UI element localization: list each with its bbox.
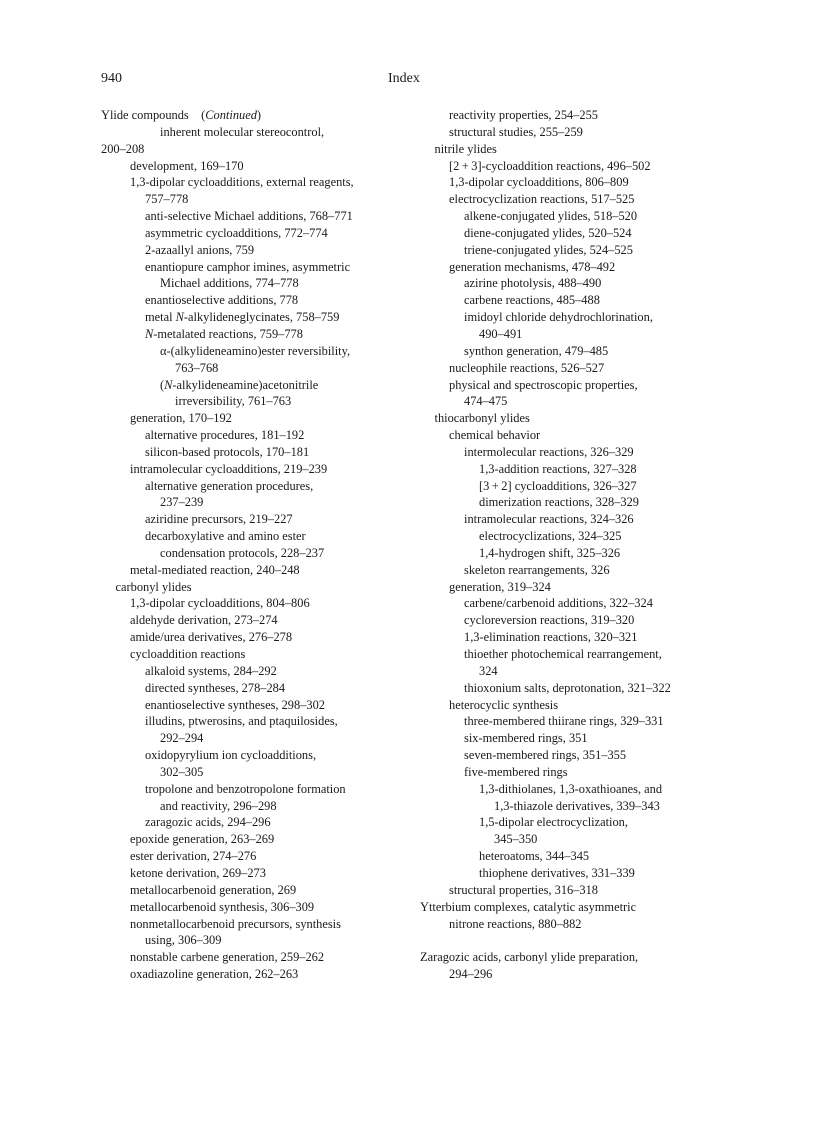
- index-entry: physical and spectroscopic properties,: [449, 377, 638, 392]
- index-entry: structural studies, 255–259: [449, 124, 583, 139]
- index-entry: synthon generation, 479–485: [464, 343, 609, 358]
- index-entry: 1,3-dithiolanes, 1,3-oxathioanes, and: [479, 781, 663, 796]
- index-entry: ester derivation, 274–276: [130, 849, 257, 864]
- index-entry: Michael additions, 774–778: [160, 276, 299, 291]
- index-entry: 1,3-addition reactions, 327–328: [479, 461, 637, 476]
- index-entry: N-metalated reactions, 759–778: [145, 326, 303, 341]
- index-entry: diene-conjugated ylides, 520–524: [464, 225, 632, 240]
- index-entry: carbene/carbenoid additions, 322–324: [464, 596, 653, 611]
- index-entry: (N-alkylideneamine)acetonitrile: [160, 377, 319, 392]
- index-entry: alkaloid systems, 284–292: [145, 663, 277, 678]
- index-entry: 292–294: [160, 731, 204, 746]
- index-entry: electrocyclizations, 324–325: [479, 529, 622, 544]
- index-entry: metallocarbenoid generation, 269: [130, 882, 297, 897]
- index-entry: nucleophile reactions, 526–527: [449, 360, 605, 375]
- index-entry: illudins, ptwerosins, and ptaquilosides,: [145, 714, 338, 729]
- index-entry: thiophene derivatives, 331–339: [479, 865, 635, 880]
- index-entry: nonmetallocarbenoid precursors, synthesis: [130, 916, 341, 931]
- index-entry: heteroatoms, 344–345: [479, 849, 590, 864]
- index-entry: 294–296: [449, 967, 493, 982]
- index-entry: 324: [479, 663, 498, 678]
- index-entry: dimerization reactions, 328–329: [479, 495, 640, 510]
- index-entry: condensation protocols, 228–237: [160, 545, 325, 560]
- index-entry: reactivity properties, 254–255: [449, 108, 598, 122]
- index-entry: 1,3-elimination reactions, 320–321: [464, 630, 638, 645]
- index-entry: carbonyl ylides: [115, 579, 192, 594]
- index-entry: aldehyde derivation, 273–274: [130, 613, 278, 628]
- index-entry: Zaragozic acids, carbonyl ylide preparation,: [420, 950, 639, 965]
- index-entry: intramolecular cycloadditions, 219–239: [130, 461, 328, 476]
- index-entry: alkene-conjugated ylides, 518–520: [464, 209, 638, 224]
- index-entry: azirine photolysis, 488–490: [464, 276, 602, 291]
- index-entry: 1,3-dipolar cycloadditions, 804–806: [130, 596, 310, 611]
- index-entry: oxidopyrylium ion cycloadditions,: [145, 748, 317, 763]
- index-entry: decarboxylative and amino ester: [145, 529, 306, 544]
- index-entry: 1,5-dipolar electrocyclization,: [479, 815, 628, 830]
- page-number: 940: [101, 71, 122, 86]
- index-entry: 1,3-thiazole derivatives, 339–343: [494, 798, 660, 813]
- index-entry: [2 + 3]-cycloaddition reactions, 496–502: [449, 158, 651, 173]
- index-entry: imidoyl chloride dehydrochlorination,: [464, 310, 653, 325]
- index-entry: 474–475: [464, 394, 508, 409]
- index-entry: chemical behavior: [449, 428, 541, 443]
- index-entry: asymmetric cycloadditions, 772–774: [145, 225, 328, 240]
- index-entry: nitrone reactions, 880–882: [449, 916, 582, 931]
- index-entry: cycloaddition reactions: [130, 647, 246, 661]
- index-entry: generation, 319–324: [449, 579, 551, 594]
- index-entry: carbene reactions, 485–488: [464, 293, 600, 308]
- index-entry: six-membered rings, 351: [464, 731, 588, 746]
- index-entry: 200–208: [101, 141, 145, 156]
- index-entry: structural properties, 316–318: [449, 882, 598, 897]
- index-entry: metal N-alkylideneglycinates, 758–759: [145, 310, 340, 325]
- index-entry: 1,3-dipolar cycloadditions, 806–809: [449, 175, 629, 190]
- index-entry: intramolecular reactions, 324–326: [464, 512, 634, 527]
- index-entry: thiocarbonyl ylides: [434, 411, 530, 426]
- index-column-left: [101, 107, 406, 983]
- index-entry: 490–491: [479, 326, 523, 341]
- index-column-right: [420, 107, 720, 983]
- index-entry: alternative generation procedures,: [145, 478, 314, 493]
- index-entry: three-membered thiirane rings, 329–331: [464, 714, 664, 729]
- index-entry: enantioselective syntheses, 298–302: [145, 697, 325, 712]
- running-head: Index: [388, 71, 420, 86]
- index-entry: aziridine precursors, 219–227: [145, 512, 293, 527]
- index-entry: 2-azaallyl anions, 759: [145, 242, 255, 257]
- index-entry: tropolone and benzotropolone formation: [145, 781, 346, 796]
- index-entry: skeleton rearrangements, 326: [464, 562, 610, 577]
- index-entry: alternative procedures, 181–192: [145, 428, 305, 443]
- index-entry: irreversibility, 761–763: [175, 394, 292, 409]
- index-entry: inherent molecular stereocontrol,: [160, 124, 325, 139]
- index-entry: amide/urea derivatives, 276–278: [130, 630, 293, 645]
- index-entry: using, 306–309: [145, 933, 222, 948]
- index-entry: cycloreversion reactions, 319–320: [464, 613, 635, 628]
- index-entry: 1,3-dipolar cycloadditions, external reagents,: [130, 175, 354, 190]
- index-entry: 302–305: [160, 764, 204, 779]
- index-entry: generation mechanisms, 478–492: [449, 259, 616, 274]
- index-entry: [3 + 2] cycloadditions, 326–327: [479, 478, 637, 493]
- index-gap: [420, 932, 720, 949]
- index-entry: ketone derivation, 269–273: [130, 865, 266, 880]
- index-entry: directed syntheses, 278–284: [145, 680, 286, 695]
- index-entry: oxadiazoline generation, 262–263: [130, 967, 299, 982]
- index-entry: α-(alkylideneamino)ester reversibility,: [160, 343, 351, 358]
- index-entry: electrocyclization reactions, 517–525: [449, 192, 635, 207]
- index-entry: silicon-based protocols, 170–181: [145, 444, 310, 459]
- index-entry: zaragozic acids, 294–296: [145, 815, 271, 830]
- index-entry: metal-mediated reaction, 240–248: [130, 562, 300, 577]
- index-entry: nonstable carbene generation, 259–262: [130, 950, 325, 965]
- index-entry: 763–768: [175, 360, 219, 375]
- index-entry: intermolecular reactions, 326–329: [464, 444, 634, 459]
- index-entry: triene-conjugated ylides, 524–525: [464, 242, 633, 257]
- index-entry: 757–778: [145, 192, 189, 207]
- index-entry: enantiopure camphor imines, asymmetric: [145, 259, 351, 274]
- index-entry: thioether photochemical rearrangement,: [464, 647, 662, 661]
- index-entry: enantioselective additions, 778: [145, 293, 299, 308]
- index-entry: epoxide generation, 263–269: [130, 832, 275, 847]
- index-entry: 237–239: [160, 495, 204, 510]
- index-entry: heterocyclic synthesis: [449, 697, 559, 712]
- index-entry: generation, 170–192: [130, 411, 232, 426]
- index-entry: 345–350: [494, 832, 538, 847]
- index-entry: Ylide compounds (Continued): [101, 108, 262, 122]
- index-entry: thioxonium salts, deprotonation, 321–322: [464, 680, 671, 695]
- index-entry: seven-membered rings, 351–355: [464, 748, 627, 763]
- index-entry: 1,4-hydrogen shift, 325–326: [479, 545, 621, 560]
- index-entry: anti-selective Michael additions, 768–771: [145, 209, 353, 224]
- index-entry: five-membered rings: [464, 764, 568, 779]
- index-entry: metallocarbenoid synthesis, 306–309: [130, 899, 315, 914]
- index-entry: nitrile ylides: [434, 141, 497, 156]
- index-entry: Ytterbium complexes, catalytic asymmetric: [420, 899, 637, 914]
- index-entry: and reactivity, 296–298: [160, 798, 277, 813]
- index-entry: development, 169–170: [130, 158, 244, 173]
